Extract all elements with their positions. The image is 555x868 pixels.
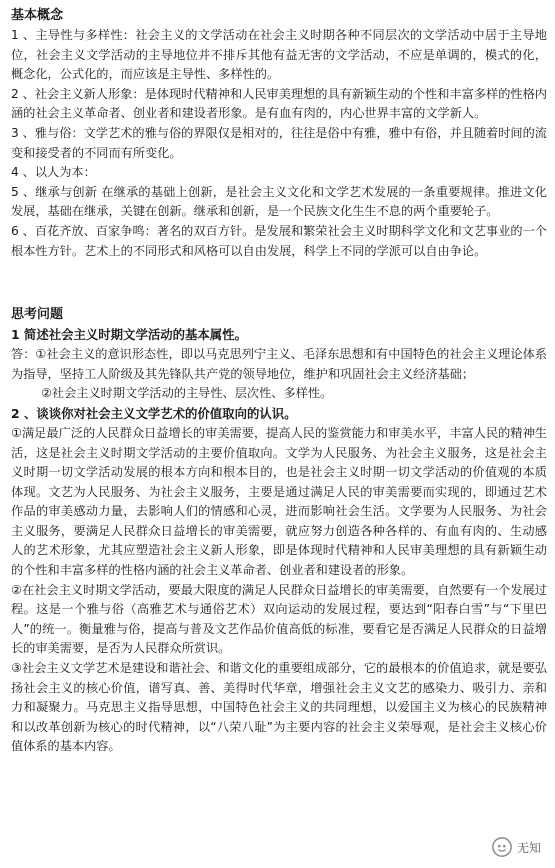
document-body — [11, 6, 547, 757]
question-2: 2 、谈谈你对社会主义文学艺术的价值取向的认识。 — [11, 405, 297, 421]
section-title-questions: 思考问题 — [11, 307, 64, 323]
concept-item-3: 3 、雅与俗：文学艺术的雅与俗的界限仅是相对的，往往是俗中有雅，雅中有俗，并且随着时间的流变和接受者的不同而有所变化。 — [11, 125, 547, 160]
concept-item-4: 4 、以人为本： — [11, 165, 96, 180]
watermark-text: 无知 — [516, 840, 541, 855]
answer-2-part-1: ①满足最广泛的人民群众日益增长的审美需要，提高人民的鉴赏能力和审美水平，丰富人民的精神生活，这是社会主义时期文学活动的主要价值取向。文学为人民服务、为社会主义服务，这是社会主义时期一切文学活动发展的根本方向和根本目的，也是社会主义时期一切文学活动的价值观的本质体现。文艺为人民服务、为社会主义服务，主要是通过满足人民的审美需要而实现的，即通过艺术作品的审美感动力量，去影响人们的情感和心灵，进而影响社会生活。文学要为人民服务、为社会主义服务，要满足人民群众日益增长的审美需要，就应努力创造各种各样的、有血有肉的、生动感人的艺术形象，尤其应塑造社会主义新人形象，即是体现时代精神和人民审美理想的具有新颖生动的个性和丰富多样的性格内涵的社会主义革命者、创业者和建设者的形象。 — [11, 425, 547, 578]
answer-2-part-2: ②在社会主义时期文学活动，要最大限度的满足人民群众日益增长的审美需要，自然要有一个发展过程。这是一个雅与俗（高雅艺术与通俗艺术）双向运动的发展过程，要达到“阳春白雪”与“下里巴人”的统一。衡量雅与俗，提高与普及文艺作品价值高低的标准，要看它是否满足人民群众的日益增长的审美需要，是否为人民群众所赏识。 — [11, 582, 547, 656]
concept-item-2: 2 、社会主义新人形象：是体现时代精神和人民审美理想的具有新颖生动的个性和丰富多样的性格内涵的社会主义革命者、创业者和建设者形象。是有血有肉的，内心世界丰富的文学新人。 — [11, 86, 547, 121]
wechat-official-account-icon — [491, 836, 513, 858]
question-1: 1 简述社会主义时期文学活动的基本属性。 — [11, 327, 247, 343]
section-title-basic-concepts: 基本概念 — [11, 8, 64, 23]
concept-item-5: 5 、继承与创新 在继承的基础上创新，是社会主义文化和文学艺术发展的一条重要规律。推进文化发展，基础在继承，关键在创新。继承和创新，是一个民族文化生生不息的两个重要轮子。 — [11, 184, 547, 219]
answer-1-part-2: ②社会主义时期文学活动的主导性、层次性、多样性。 — [41, 386, 333, 401]
answer-2-part-3: ③社会主义文学艺术是建设和谐社会、和谐文化的重要组成部分，它的最根本的价值追求，就是要弘扬社会主义的核心价值，谱写真、善、美得时代华章，增强社会主义文艺的感染力、吸引力、亲和力和凝聚力。马克思主义指导思想，中国特色社会主义的共同理想，以爱国主义为核心的民族精神和以改革创新为核心的时代精神，以“八荣八耻”为主要内容的社会主义荣辱观，是社会主义核心价值体系的基本内容。 — [11, 661, 547, 754]
answer-1-part-1: 答：①社会主义的意识形态性，即以马克思列宁主义、毛泽东思想和有中国特色的社会主义理论体系为指导，坚持工人阶级及其先锋队共产党的领导地位，维护和巩固社会主义经济基础； — [11, 347, 547, 381]
concept-item-6: 6 、百花齐放、百家争鸣：著名的双百方针。是发展和繁荣社会主义时期科学文化和文艺事业的一个根本性方针。艺术上的不同形式和风格可以自由发展，科学上不同的学派可以自由争论。 — [11, 223, 547, 258]
concept-item-1: 1 、主导性与多样性：社会主义的文学活动在社会主义时期各种不同层次的文学活动中居于主导地位，社会主义文学活动的主导地位并不排斥其他有益无害的文学活动，不应是单调的，模式的化，概念化，公式化的，而应该是主导性、多样性的。 — [11, 28, 547, 82]
watermark — [491, 836, 541, 858]
